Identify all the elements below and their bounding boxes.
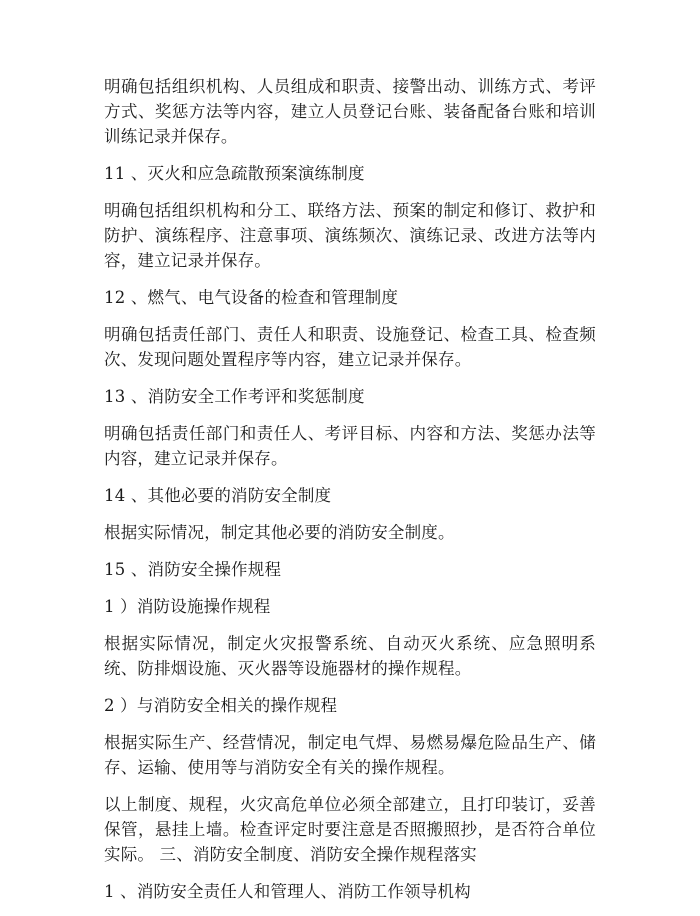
heading-14-other-systems: 14 、其他必要的消防安全制度 (104, 486, 332, 505)
paragraph-other-systems: 根据实际情况，制定其他必要的消防安全制度。 (104, 523, 455, 542)
paragraph-facility-procedures: 根据实际情况，制定火灾报警系统、自动灭火系统、应急照明系统、防排烟设施、灭火器等设施器材的操作规程。 (104, 634, 596, 678)
document-body (104, 74, 596, 916)
paragraph-training-records: 明确包括组织机构、人员组成和职责、接警出动、训练方式、考评方式、奖惩方法等内容，建立人员登记台账、装备配备台账和培训训练记录并保存。 (104, 77, 596, 146)
heading-11-drill-system: 11 、灭火和应急疏散预案演练制度 (104, 164, 365, 183)
heading-13-evaluation-system: 13 、消防安全工作考评和奖惩制度 (104, 387, 365, 406)
paragraph-inspection-content: 明确包括责任部门、责任人和职责、设施登记、检查工具、检查频次、发现问题处置程序等内容，建立记录并保存。 (104, 325, 596, 369)
heading-12-gas-electric-inspection: 12 、燃气、电气设备的检查和管理制度 (104, 288, 399, 307)
subheading-2-safety-procedures: 2 ）与消防安全相关的操作规程 (104, 696, 338, 715)
paragraph-implementation: 以上制度、规程，火灾高危单位必须全部建立，且打印装订，妥善保管，悬挂上墙。检查评定时要注意是否照搬照抄，是否符合单位实际。 三、消防安全制度、消防安全操作规程落实 (104, 795, 596, 864)
paragraph-drill-content: 明确包括组织机构和分工、联络方法、预案的制定和修订、救护和防护、演练程序、注意事项、演练频次、演练记录、改进方法等内容，建立记录并保存。 (104, 201, 596, 270)
paragraph-evaluation-content: 明确包括责任部门和责任人、考评目标、内容和方法、奖惩办法等内容，建立记录并保存。 (104, 424, 596, 468)
heading-1-responsible-persons: 1 、消防安全责任人和管理人、消防工作领导机构 (104, 882, 471, 901)
paragraph-safety-procedures: 根据实际生产、经营情况，制定电气焊、易燃易爆危险品生产、储存、运输、使用等与消防安全有关的操作规程。 (104, 733, 596, 777)
subheading-1-facility-procedures: 1 ）消防设施操作规程 (104, 597, 271, 616)
heading-15-operating-procedures: 15 、消防安全操作规程 (104, 560, 282, 579)
